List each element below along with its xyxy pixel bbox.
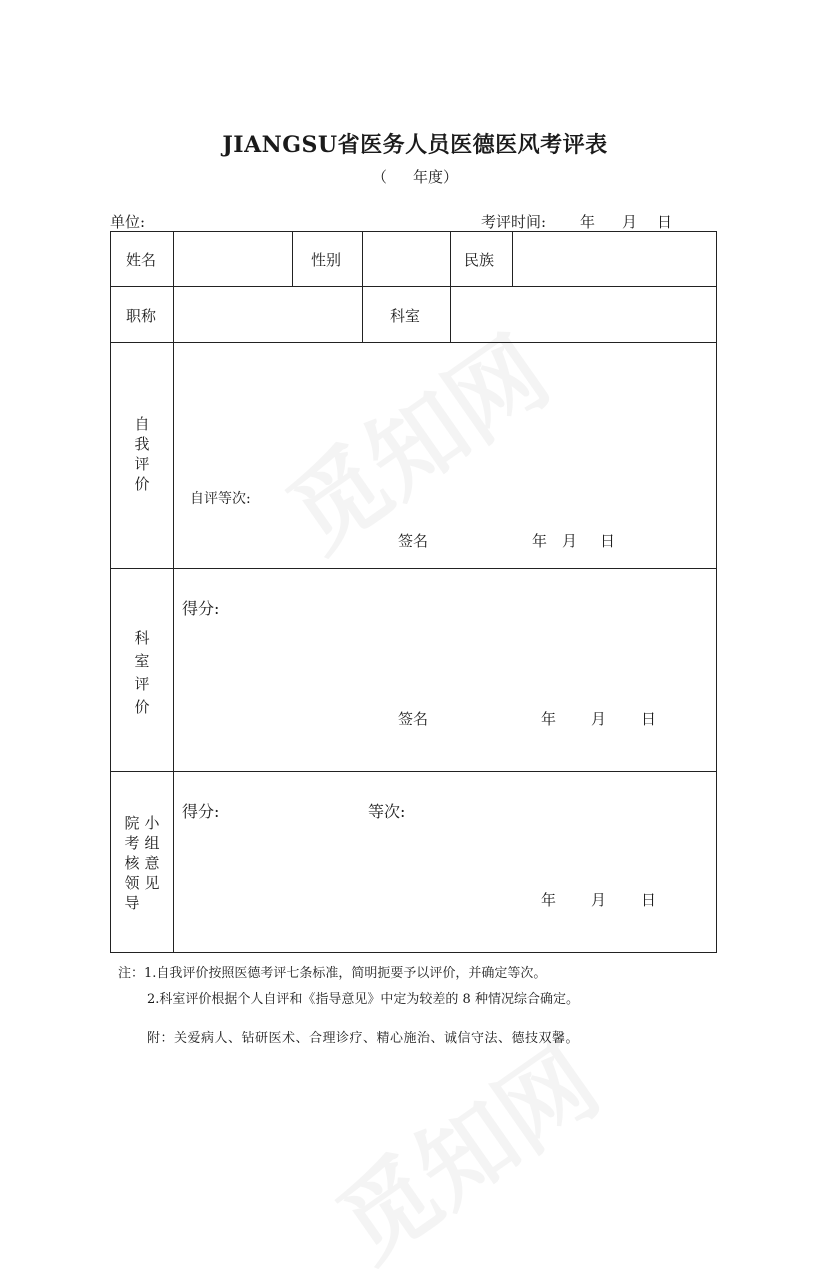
- label-char: 导: [124, 894, 140, 912]
- col-divider: [362, 231, 363, 343]
- col-divider: [173, 231, 174, 953]
- ethnicity-label: 民族: [464, 251, 495, 269]
- self-eval-grade-label: 自评等次:: [190, 491, 251, 507]
- label-char: 考: [124, 834, 140, 852]
- label-char: 组: [144, 834, 160, 852]
- self-eval-sign-label: 签名: [398, 532, 429, 550]
- label-char: 价: [134, 698, 150, 716]
- department-label: 科室: [390, 307, 421, 325]
- hospital-eval-year: 年: [541, 891, 557, 909]
- hospital-eval-label: [122, 812, 162, 912]
- eval-year: 年: [580, 213, 596, 231]
- table-border-bottom: [110, 952, 717, 953]
- title-label: 职称: [126, 307, 157, 325]
- table-border-left: [110, 231, 111, 953]
- dept-eval-year: 年: [541, 710, 557, 728]
- hospital-eval-month: 月: [591, 891, 607, 909]
- dept-eval-day: 日: [641, 710, 657, 728]
- label-char: 室: [134, 652, 150, 670]
- table-border-right: [716, 231, 717, 953]
- eval-month: 月: [622, 213, 638, 231]
- appendix-note: 附：关爱病人、钻研医术、合理诊疗、精心施治、诚信守法、德技双馨。: [147, 1031, 580, 1046]
- col-divider: [450, 231, 451, 343]
- eval-day: 日: [657, 213, 673, 231]
- eval-time-label: 考评时间:: [481, 213, 547, 231]
- gender-label: 性别: [311, 251, 342, 269]
- hospital-eval-score-label: 得分:: [182, 802, 220, 821]
- col-divider: [512, 231, 513, 287]
- label-char: 评: [134, 455, 150, 473]
- dept-eval-sign-label: 签名: [398, 710, 429, 728]
- department-field[interactable]: [452, 288, 714, 340]
- self-eval-month: 月: [562, 532, 578, 550]
- label-char: 价: [134, 475, 150, 493]
- note-1: 注：1.自我评价按照医德考评七条标准，简明扼要予以评价，并确定等次。: [118, 966, 547, 981]
- name-field[interactable]: [175, 233, 291, 285]
- page-title: JIANGSU省医务人员医德医风考评表: [222, 132, 608, 158]
- year-label: 年度）: [413, 168, 459, 186]
- dept-eval-label: [132, 627, 152, 719]
- label-char: 评: [134, 675, 150, 693]
- label-char: 见: [144, 874, 160, 892]
- label-char: 领: [124, 874, 140, 892]
- note-2: 2.科室评价根据个人自评和《指导意见》中定为较差的 8 种情况综合确定。: [147, 992, 579, 1007]
- row-divider: [110, 771, 717, 772]
- watermark-bottom: [307, 1010, 621, 1287]
- table-border-top: [110, 231, 717, 232]
- hospital-eval-grade-label: 等次:: [368, 802, 406, 821]
- dept-eval-month: 月: [591, 710, 607, 728]
- name-label: 姓名: [126, 251, 157, 269]
- col-divider: [292, 231, 293, 287]
- label-char: 核: [124, 854, 140, 872]
- year-subtitle: [0, 166, 830, 187]
- self-eval-day: 日: [600, 532, 616, 550]
- label-char: 科: [134, 629, 150, 647]
- hospital-eval-day: 日: [641, 891, 657, 909]
- gender-field[interactable]: [364, 233, 449, 285]
- label-char: [142, 892, 162, 912]
- label-char: 小: [144, 814, 160, 832]
- self-eval-year: 年: [532, 532, 548, 550]
- dept-eval-score-label: 得分:: [182, 599, 220, 618]
- ethnicity-field[interactable]: [514, 233, 714, 285]
- row-divider: [110, 568, 717, 569]
- row-divider: [110, 342, 717, 343]
- label-char: 自: [134, 415, 150, 433]
- row-divider: [110, 286, 717, 287]
- label-char: 我: [134, 435, 150, 453]
- unit-label: 单位:: [110, 213, 146, 231]
- year-open: （: [371, 168, 387, 186]
- label-char: 意: [144, 854, 160, 872]
- self-eval-label: [132, 414, 152, 494]
- title-field[interactable]: [175, 288, 360, 340]
- label-char: 院: [124, 814, 140, 832]
